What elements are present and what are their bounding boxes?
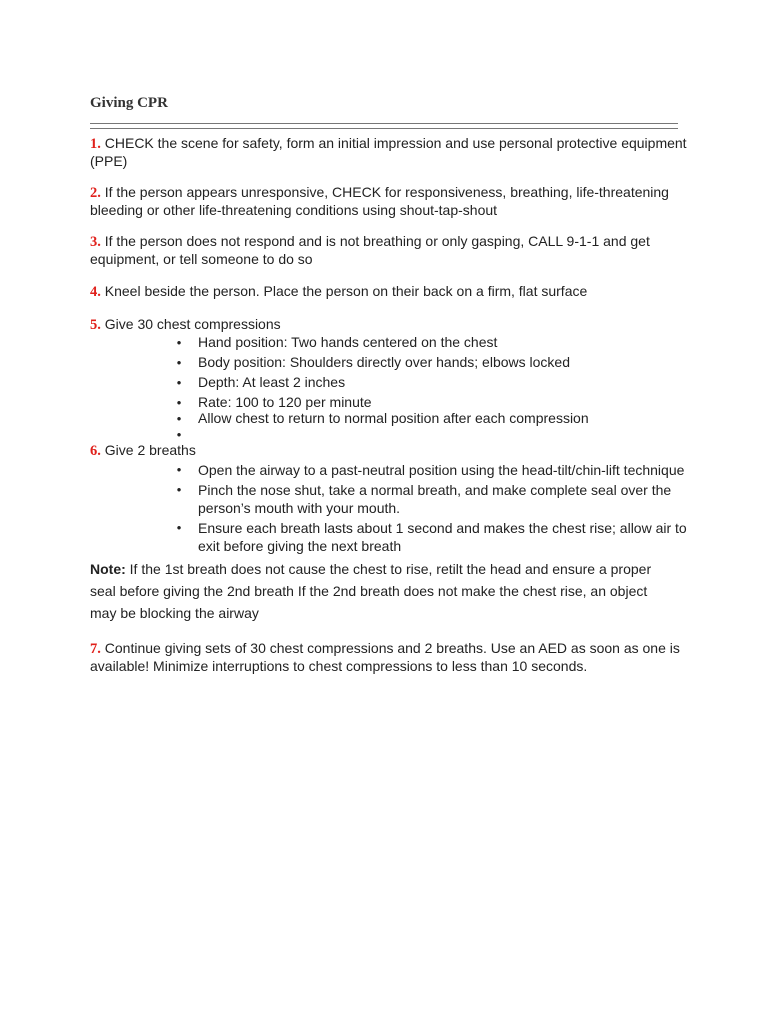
list-item: • Depth: At least 2 inches [176,374,346,390]
note-text: If the 1st breath does not cause the chest to rise, retilt the head and ensure a proper seal before giving the 2nd breath If the 2nd breath does not make the chest rise, an object may be blocking the airway [90,561,652,621]
step-text: Give 2 breaths [104,442,196,458]
step-number: 1. [90,136,101,152]
step-text: Continue giving sets of 30 chest compressions and 2 breaths. Use an AED as soon as one is available! Minimize interruptions to chest compressions to less than 10 seconds. [90,640,680,674]
compression-bullet-list [176,334,696,442]
list-item: • Hand position: Two hands centered on the chest [176,334,498,350]
step-4 [90,283,690,301]
step-text: CHECK the scene for safety, form an initial impression and use personal protective equipment (PPE) [90,135,687,169]
bullet-icon: • [176,462,182,477]
step-number: 6. [90,443,101,459]
note-label: Note: [90,561,126,577]
step-number: 5. [90,317,101,333]
step-1 [90,135,690,170]
step-text: Give 30 chest compressions [104,316,281,332]
page-title: Giving CPR [90,95,168,111]
bullet-icon: • [176,520,182,535]
bullet-icon: • [176,375,182,390]
list-item: • Allow chest to return to normal position after each compression [176,410,589,426]
bullet-icon: • [176,395,182,410]
step-text: Kneel beside the person. Place the person on their back on a firm, flat surface [104,283,588,299]
note-paragraph [90,558,675,624]
bullet-icon: • [176,427,182,442]
title-divider [90,123,678,129]
step-6 [90,442,690,460]
list-item [176,426,696,442]
step-text: If the person appears unresponsive, CHECK for responsiveness, breathing, life-threatening bleeding or other life-threatening conditions using shout-tap-shout [90,184,669,218]
step-number: 3. [90,234,101,250]
step-text: If the person does not respond and is not breathing or only gasping, CALL 9-1-1 and get equipment, or tell someone to do so [90,233,650,267]
breath-bullet-list [176,461,696,555]
list-item: • Body position: Shoulders directly over hands; elbows locked [176,354,570,370]
bullet-icon: • [176,355,182,370]
list-item: • Pinch the nose shut, take a normal breath, and make complete seal over the person’s mouth with your mouth. [176,482,672,516]
bullet-icon: • [176,411,182,426]
bullet-icon: • [176,482,182,497]
list-item: • Rate: 100 to 120 per minute [176,394,372,410]
step-7 [90,640,690,675]
step-number: 2. [90,185,101,201]
step-5 [90,316,690,334]
bullet-icon: • [176,335,182,350]
step-2 [90,184,690,219]
list-item: • Open the airway to a past-neutral position using the head-tilt/chin-lift technique [176,462,685,478]
list-item: • Ensure each breath lasts about 1 second and makes the chest rise; allow air to exit before giving the next breath [176,520,687,554]
step-number: 4. [90,284,101,300]
step-3 [90,233,690,268]
step-number: 7. [90,641,101,657]
